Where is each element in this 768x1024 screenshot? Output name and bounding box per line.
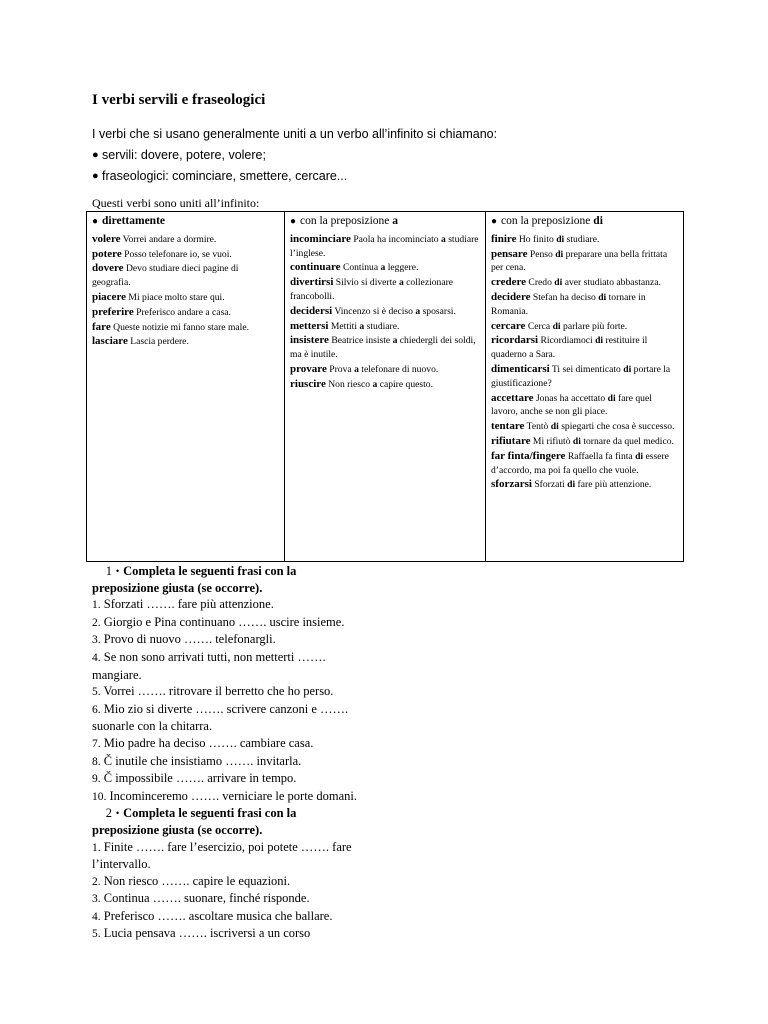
bullet-icon: ● xyxy=(92,170,99,182)
example-text: studiare. xyxy=(566,233,600,245)
exercises xyxy=(92,563,362,943)
column-prep-di xyxy=(486,212,683,561)
exercise-item xyxy=(92,925,362,943)
example-preposition: di xyxy=(550,421,559,433)
item-text: Sforzati ……. fare più attenzione. xyxy=(103,597,274,612)
verb-label: sforzarsi xyxy=(491,478,532,491)
exercise-item xyxy=(92,770,362,788)
table-entry xyxy=(491,248,678,276)
table-entry xyxy=(290,334,480,362)
example-text: Vorrei andare a dormire. xyxy=(122,233,217,245)
example-text: Silvio si diverte xyxy=(335,277,397,289)
table-entry xyxy=(491,478,678,492)
example-text: Vincenzo si è deciso xyxy=(334,305,413,317)
bullet-icon: ● xyxy=(290,216,297,227)
verb-label: incominciare xyxy=(290,232,351,245)
item-text: Č inutile che insistiamo ……. invitarla. xyxy=(103,753,302,768)
verb-label: tentare xyxy=(491,420,525,433)
column-header xyxy=(491,215,678,229)
example-preposition: di xyxy=(635,450,644,462)
example-text: chiedergli dei soldi, ma è inutile. xyxy=(290,335,476,361)
verb-label: ricordarsi xyxy=(491,334,539,347)
bullet-icon: ● xyxy=(491,216,498,227)
intro-block xyxy=(92,124,497,187)
table-entry xyxy=(491,334,678,362)
example-text: Tentò xyxy=(526,421,549,433)
exercise-item xyxy=(92,839,362,873)
verb-label: riuscire xyxy=(290,377,326,390)
table-entry xyxy=(491,363,678,391)
example-text: fare più attenzione. xyxy=(577,479,652,491)
example-text: parlare più forte. xyxy=(563,320,628,332)
example-text: Paola ha incominciato xyxy=(353,233,439,245)
verb-label: provare xyxy=(290,362,327,375)
verb-label: volere xyxy=(92,232,121,245)
table-entry xyxy=(491,420,678,434)
verb-table xyxy=(86,211,684,562)
example-preposition: a xyxy=(392,335,398,347)
item-text: Finite ……. fare l’esercizio, poi potete ……. fare l’intervallo. xyxy=(92,839,352,872)
item-number: 10. xyxy=(92,790,107,803)
bullet-icon: • xyxy=(116,808,120,819)
item-text: Non riesco ……. capire le equazioni. xyxy=(103,873,291,888)
column-header-text: con la preposizione xyxy=(501,215,591,227)
table-entry xyxy=(491,392,678,420)
verb-label: mettersi xyxy=(290,319,329,332)
example-text: Continua xyxy=(342,262,379,274)
item-number: 1. xyxy=(92,599,101,612)
bullet-icon: ● xyxy=(92,216,99,227)
example-text: Jonas ha accettato xyxy=(535,392,606,404)
column-header-text: direttamente xyxy=(102,215,166,227)
exercise-number: 1 xyxy=(105,564,112,578)
item-number: 2. xyxy=(92,616,101,629)
column-direct xyxy=(87,212,285,561)
item-text: Mio padre ha deciso ……. cambiare casa. xyxy=(103,735,314,750)
example-text: collezionare francobolli. xyxy=(290,277,454,302)
example-text: Stefan ha deciso xyxy=(532,291,596,303)
example-preposition: di xyxy=(607,392,616,404)
item-number: 8. xyxy=(92,755,101,768)
table-entry xyxy=(92,335,279,349)
item-number: 3. xyxy=(92,634,101,647)
table-entry xyxy=(491,233,678,247)
verb-label: dimenticarsi xyxy=(491,362,550,375)
example-text: capire questo. xyxy=(379,378,433,390)
item-text: Vorrei ……. ritrovare il berretto che ho perso. xyxy=(103,684,334,699)
exercise-item xyxy=(92,788,362,806)
table-entry xyxy=(290,363,480,377)
example-text: telefonare di nuovo. xyxy=(361,363,439,375)
example-text: Posso telefonare io, se vuoi. xyxy=(124,248,232,260)
intro-bullet xyxy=(92,145,497,166)
example-text: tornare in Romania. xyxy=(491,291,646,317)
verb-label: credere xyxy=(491,276,527,289)
example-text: Ho finito xyxy=(518,233,554,245)
example-preposition: a xyxy=(440,233,446,245)
example-text: Queste notizie mi fanno stare male. xyxy=(113,321,250,333)
intro-bullet xyxy=(92,166,497,187)
example-preposition: a xyxy=(354,363,359,375)
example-preposition: a xyxy=(415,305,421,317)
table-entry xyxy=(290,233,480,261)
verb-label: continuare xyxy=(290,261,341,274)
example-text: Penso xyxy=(529,248,553,260)
page-title: I verbi servili e fraseologici xyxy=(92,92,266,108)
example-text: Preferisco andare a casa. xyxy=(136,306,231,318)
item-number: 3. xyxy=(92,893,101,906)
example-text: Cerca xyxy=(527,320,551,332)
example-text: sposarsi. xyxy=(422,305,456,317)
item-text: Giorgio e Pina continuano ……. uscire insieme. xyxy=(103,614,345,629)
example-preposition: di xyxy=(598,291,607,303)
intro-bullet-text: fraseologici: cominciare, smettere, cercare... xyxy=(102,169,348,183)
column-entries xyxy=(290,233,480,392)
exercise-item xyxy=(92,631,362,649)
example-text: tornare da quel medico. xyxy=(583,435,674,447)
verb-label: fare xyxy=(92,320,111,333)
example-preposition: a xyxy=(398,277,404,289)
example-preposition: di xyxy=(595,335,604,347)
example-text: Ti sei dimenticato xyxy=(551,363,621,375)
example-text: studiare. xyxy=(366,320,400,332)
table-entry xyxy=(491,276,678,290)
example-text: portare la giustificazione? xyxy=(491,363,671,389)
example-preposition: a xyxy=(380,262,386,274)
exercise-item xyxy=(92,596,362,614)
example-preposition: a xyxy=(359,320,365,332)
item-number: 6. xyxy=(92,703,101,716)
exercise-2-heading xyxy=(92,805,362,838)
item-text: Provo di nuovo ……. telefonargli. xyxy=(103,632,276,647)
table-entry xyxy=(491,320,678,334)
example-text: leggere. xyxy=(387,262,419,274)
example-text: preparare una bella frittata per cena. xyxy=(491,248,668,274)
item-number: 7. xyxy=(92,737,101,750)
table-entry xyxy=(491,450,678,478)
column-entries xyxy=(92,233,279,349)
column-header-prep: a xyxy=(392,215,399,227)
table-entry xyxy=(290,320,480,334)
table-entry xyxy=(290,276,480,304)
table-entry xyxy=(290,261,480,275)
example-text: Prova xyxy=(329,363,352,375)
verb-label: rifiutare xyxy=(491,434,531,447)
example-preposition: di xyxy=(552,320,561,332)
exercise-1-items xyxy=(92,596,362,805)
verb-label: decidersi xyxy=(290,304,333,317)
bullet-icon: ● xyxy=(92,149,99,161)
example-text: Devo studiare dieci pagine di geografia. xyxy=(92,263,239,289)
example-text: Non riesco xyxy=(328,378,371,390)
exercise-item xyxy=(92,701,362,735)
item-number: 4. xyxy=(92,910,101,923)
verb-label: insistere xyxy=(290,334,329,347)
exercise-item xyxy=(92,873,362,891)
example-preposition: di xyxy=(572,435,581,447)
example-text: Raffaella fa finta xyxy=(567,450,633,462)
example-preposition: di xyxy=(555,248,564,260)
verb-label: accettare xyxy=(491,391,534,404)
verb-label: preferire xyxy=(92,305,134,318)
table-entry xyxy=(290,378,480,392)
exercise-instruction: Completa le seguenti frasi con la preposizione giusta (se occorre). xyxy=(92,806,297,837)
example-text: Sforzati xyxy=(534,479,565,491)
example-text: Credo xyxy=(528,277,552,289)
item-number: 2. xyxy=(92,875,101,888)
verb-label: lasciare xyxy=(92,335,128,348)
item-number: 5. xyxy=(92,686,101,699)
example-text: Lascia perdere. xyxy=(130,336,189,348)
example-preposition: a xyxy=(372,378,378,390)
item-text: Preferisco ……. ascoltare musica che ballare. xyxy=(103,908,333,923)
intro-subtitle: Questi verbi sono uniti all’infinito: xyxy=(92,196,260,210)
exercise-number: 2 xyxy=(105,806,112,821)
verb-label: cercare xyxy=(491,319,526,332)
example-text: Beatrice insiste xyxy=(331,335,391,347)
example-preposition: di xyxy=(556,233,565,245)
table-entry xyxy=(491,435,678,449)
example-text: Mi piace molto stare qui. xyxy=(128,291,225,303)
column-header xyxy=(290,215,480,229)
table-entry xyxy=(491,291,678,319)
table-entry xyxy=(290,305,480,319)
item-text: Lucia pensava ……. iscriversi a un corso xyxy=(103,926,311,941)
verb-label: divertirsi xyxy=(290,276,334,289)
table-entry xyxy=(92,306,279,320)
table-entry xyxy=(92,291,279,305)
example-preposition: di xyxy=(623,363,632,375)
exercise-instruction: Completa le seguenti frasi con la preposizione giusta (se occorre). xyxy=(92,564,297,595)
example-text: Mettiti xyxy=(330,320,358,332)
intro-bullet-text: servili: dovere, potere, volere; xyxy=(102,148,266,162)
example-text: studiare l’inglese. xyxy=(290,233,479,259)
example-text: Ricordiamoci xyxy=(540,335,593,347)
column-prep-a xyxy=(285,212,486,561)
verb-label: finire xyxy=(491,232,517,245)
exercise-item xyxy=(92,908,362,926)
item-text: Mio zio si diverte ……. scrivere canzoni e ……. suonarle con la chitarra. xyxy=(92,701,349,734)
example-text: spiegarti che cosa è successo. xyxy=(561,421,675,433)
verb-label: piacere xyxy=(92,290,127,303)
column-header xyxy=(92,215,279,229)
item-number: 4. xyxy=(92,651,101,664)
item-number: 9. xyxy=(92,773,101,786)
item-text: Se non sono arrivati tutti, non metterti ……. mangiare. xyxy=(92,649,326,682)
table-entry xyxy=(92,233,279,247)
item-text: Incominceremo ……. verniciare le porte domani. xyxy=(109,788,357,803)
example-preposition: di xyxy=(554,277,563,289)
verb-label: potere xyxy=(92,247,122,260)
verb-label: dovere xyxy=(92,262,124,275)
exercise-item xyxy=(92,735,362,753)
table-entry xyxy=(92,248,279,262)
table-entry xyxy=(92,321,279,335)
exercise-item xyxy=(92,614,362,632)
exercise-2-items xyxy=(92,839,362,944)
verb-label: far finta/fingere xyxy=(491,449,566,462)
example-text: Mi rifiutò xyxy=(532,435,571,447)
bullet-icon: • xyxy=(116,566,120,576)
column-entries xyxy=(491,233,678,492)
example-preposition: di xyxy=(567,479,576,491)
item-number: 5. xyxy=(92,928,101,941)
example-text: fare quel lavoro, anche se non gli piace. xyxy=(491,392,652,418)
item-text: Č impossibile ……. arrivare in tempo. xyxy=(103,771,297,786)
column-header-prep: di xyxy=(593,215,603,227)
verb-label: pensare xyxy=(491,247,528,260)
exercise-1-heading xyxy=(92,563,362,596)
verb-label: decidere xyxy=(491,290,531,303)
exercise-item xyxy=(92,753,362,771)
example-text: essere d’accordo, ma poi fa quello che vuole. xyxy=(491,450,669,476)
intro-line: I verbi che si usano generalmente uniti a un verbo all’infinito si chiamano: xyxy=(92,127,498,141)
exercise-item xyxy=(92,683,362,701)
example-text: restituire il quaderno a Sara. xyxy=(491,335,648,361)
exercise-item xyxy=(92,649,362,683)
exercise-item xyxy=(92,890,362,908)
item-text: Continua ……. suonare, finché risponde. xyxy=(103,891,310,906)
table-entry xyxy=(92,262,279,290)
column-header-text: con la preposizione xyxy=(300,215,390,227)
example-text: aver studiato abbastanza. xyxy=(564,277,661,289)
item-number: 1. xyxy=(92,841,101,854)
